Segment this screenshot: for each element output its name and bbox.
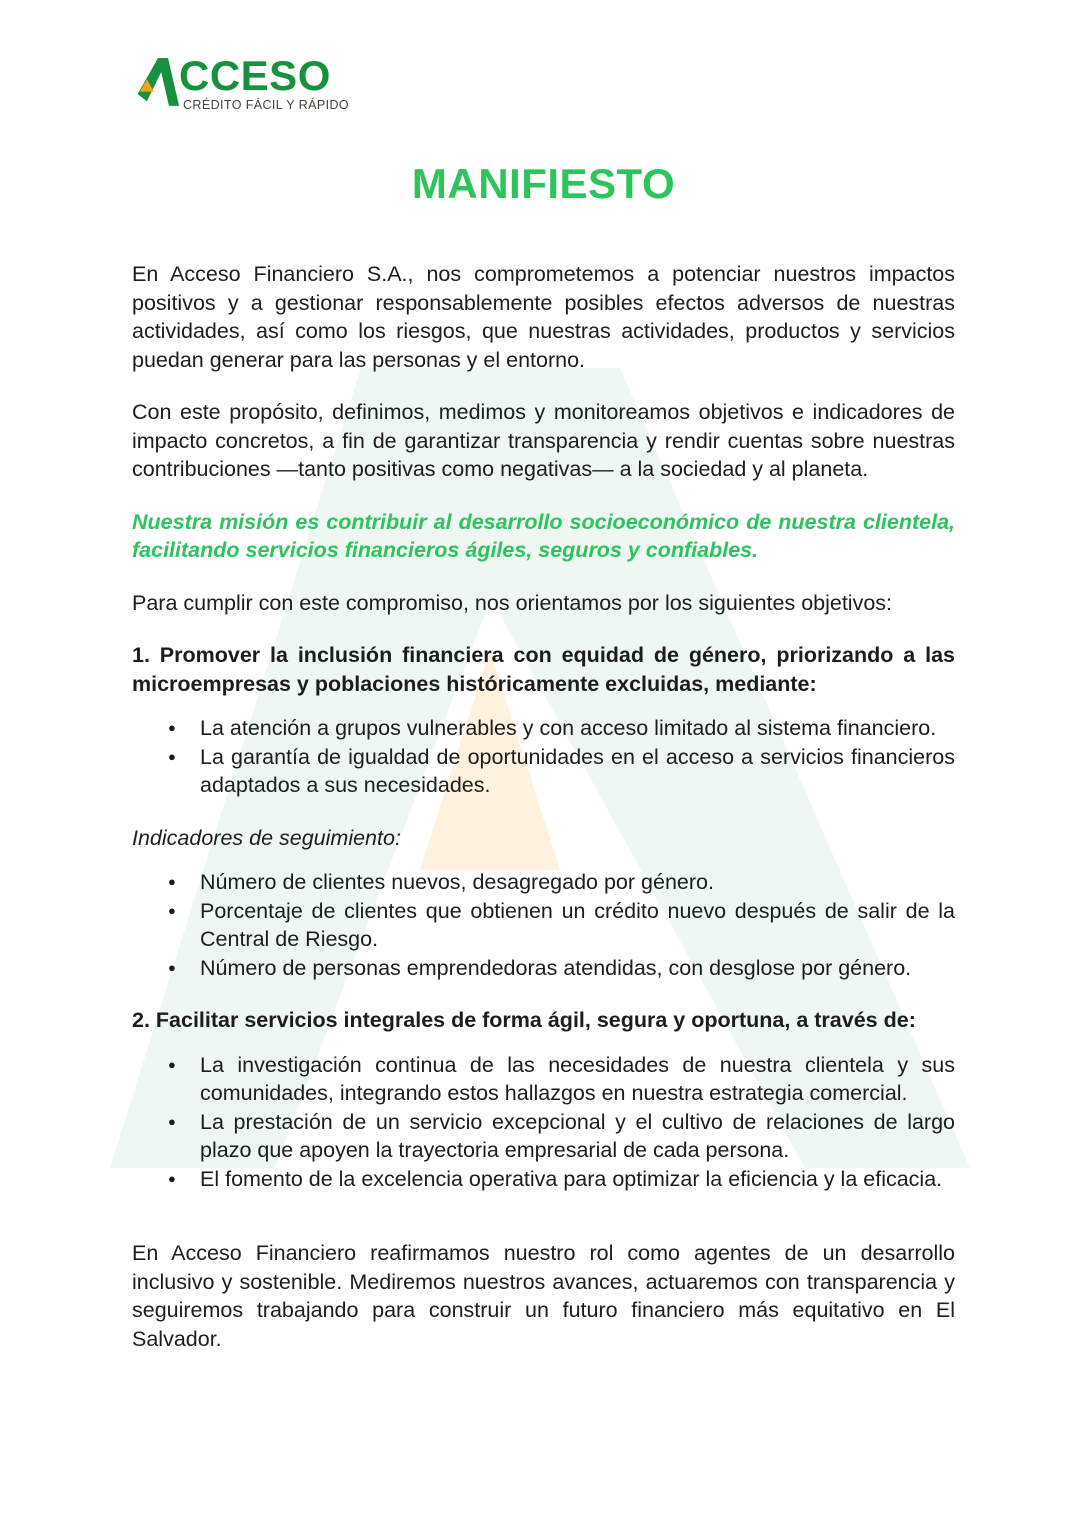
bullet-icon: ● bbox=[168, 1113, 176, 1129]
list-item bbox=[132, 743, 955, 800]
bullet-icon: ● bbox=[168, 874, 176, 889]
list-item bbox=[132, 897, 955, 954]
list-item bbox=[132, 1165, 955, 1194]
intro-paragraph-2: Con este propósito, definimos, medimos y monitoreamos objetivos e indicadores de impacto concretos, a fin de garantizar transparencia y rendir cuentas sobre nuestras contribuciones —tanto positivas como negativas— a la sociedad y al planeta. bbox=[132, 400, 955, 481]
bullet-icon: ● bbox=[168, 1056, 176, 1072]
acceso-a-mark-icon bbox=[134, 57, 180, 107]
objectives-intro: Para cumplir con este compromiso, nos orientamos por los siguientes objetivos: bbox=[132, 590, 893, 615]
list-item-text: La atención a grupos vulnerables y con acceso limitado al sistema financiero. bbox=[200, 716, 937, 740]
list-item bbox=[132, 1108, 955, 1165]
page-content bbox=[0, 54, 1087, 1353]
bullet-icon: ● bbox=[168, 748, 176, 764]
list-item-text: Número de clientes nuevos, desagregado por género. bbox=[200, 870, 714, 894]
closing-paragraph: En Acceso Financiero reafirmamos nuestro rol como agentes de un desarrollo inclusivo y sostenible. Mediremos nuestros avances, actuaremos con transparencia y seguiremos trabajando para construir un futuro financiero más equitativo en El Salvador. bbox=[132, 1241, 955, 1351]
list-item-text: Porcentaje de clientes que obtienen un crédito nuevo después de salir de la Central de Riesgo. bbox=[200, 898, 955, 951]
list-item bbox=[132, 1051, 955, 1108]
list-item-text: La garantía de igualdad de oportunidades en el acceso a servicios financieros adaptados a sus necesidades. bbox=[200, 744, 955, 797]
acceso-logo bbox=[132, 54, 392, 124]
intro-paragraph-1: En Acceso Financiero S.A., nos comprometemos a potenciar nuestros impactos positivos y a gestionar responsablemente posibles efectos adversos de nuestras actividades, así como los riesgos, que nuestras actividades, productos y servicios puedan generar para las personas y el entorno. bbox=[132, 262, 955, 372]
brand-tagline: CRÉDITO FÁCIL Y RÁPIDO bbox=[183, 98, 350, 112]
mission-statement: Nuestra misión es contribuir al desarrollo socioeconómico de nuestra clientela, facilitando servicios financieros ágiles, seguros y confiables. bbox=[132, 509, 955, 562]
list-item bbox=[132, 954, 955, 983]
objective-1-heading: 1. Promover la inclusión financiera con equidad de género, priorizando a las microempresas y poblaciones históricamente excluidas, mediante: bbox=[132, 643, 955, 696]
page-title: MANIFIESTO bbox=[411, 160, 676, 207]
bullet-icon: ● bbox=[168, 959, 176, 975]
list-item-text: La investigación continua de las necesidades de nuestra clientela y sus comunidades, integrando estos hallazgos en nuestra estrategia comercial. bbox=[200, 1052, 955, 1105]
bullet-icon: ● bbox=[168, 1170, 176, 1186]
objective-1-list bbox=[132, 714, 955, 800]
brand-name: CCESO bbox=[179, 52, 331, 99]
list-item-text: Número de personas emprendedoras atendidas, con desglose por género. bbox=[200, 955, 912, 980]
objective-2-list bbox=[132, 1051, 955, 1194]
bullet-icon: ● bbox=[168, 720, 176, 735]
indicators-label: Indicadores de seguimiento: bbox=[132, 825, 401, 850]
indicators-list bbox=[132, 868, 955, 982]
bullet-icon: ● bbox=[168, 902, 176, 918]
list-item bbox=[132, 868, 955, 897]
objective-2-heading: 2. Facilitar servicios integrales de forma ágil, segura y oportuna, a través de: bbox=[132, 1008, 916, 1032]
list-item-text: La prestación de un servicio excepcional y el cultivo de relaciones de largo plazo que apoyen la trayectoria empresarial de cada persona. bbox=[200, 1109, 955, 1162]
list-item bbox=[132, 714, 955, 743]
list-item-text: El fomento de la excelencia operativa para optimizar la eficiencia y la eficacia. bbox=[200, 1166, 943, 1191]
